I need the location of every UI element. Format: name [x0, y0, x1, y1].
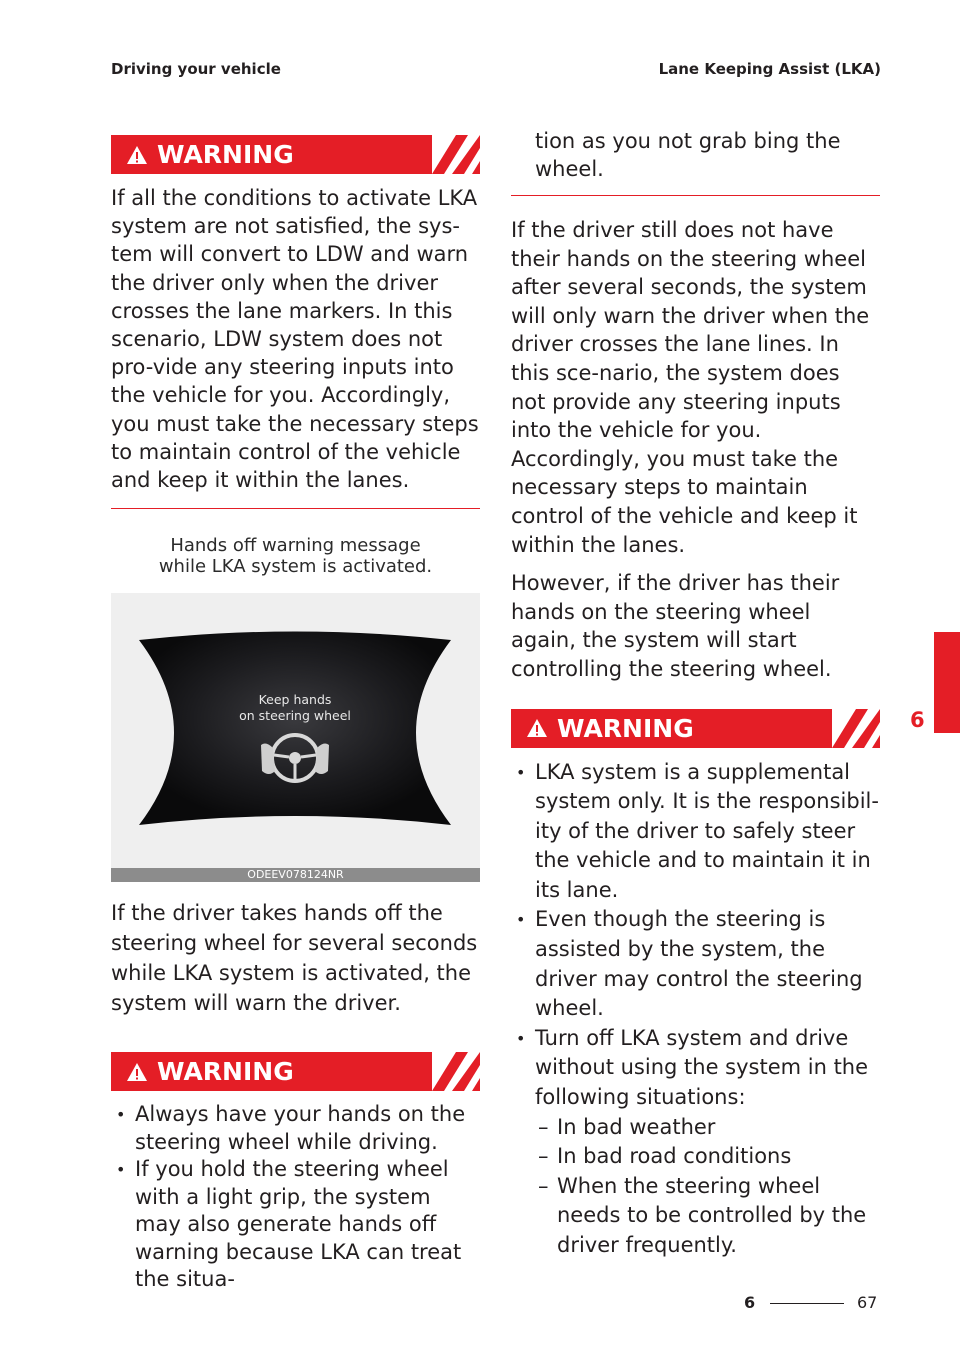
- warning-banner: [111, 135, 480, 174]
- warning-triangle-icon: [525, 717, 549, 739]
- warning-label: WARNING: [557, 713, 694, 743]
- warning-bullet-list: [511, 758, 880, 1261]
- situation-item: – When the steering wheel needs to be controlled by the driver frequently.: [535, 1172, 880, 1261]
- figure-caption: [111, 535, 480, 577]
- warning-bullet: • Even though the steering is assisted by the system, the driver may control the steering wheel.: [511, 905, 880, 1023]
- hands-on-paragraph: However, if the driver has their hands on the steering wheel again, the system will start controlling the steering wheel.: [511, 571, 840, 681]
- warning-slashes-icon: [432, 1052, 480, 1091]
- warning-slashes-icon: [832, 709, 880, 748]
- warning-text: If all the conditions to activate LKA system are not satisfied, the sys-tem will convert to LDW and warn the driver only when the driver crosses the lane markers. In this scenario, LDW system does not pro-vide any steering inputs into the vehicle for you. Accordingly, you must take the necessary steps to maintain control of the vehicle and keep it within the lanes.: [111, 186, 479, 493]
- footer-chapter: 6: [744, 1293, 756, 1312]
- warning-banner: [111, 1052, 480, 1091]
- right-column: [511, 128, 880, 1261]
- warning-bullet: • If you hold the steering wheel with a light grip, the system may also generate hands off warning because LKA can treat the situa-: [111, 1156, 480, 1294]
- situation-item: – In bad weather: [535, 1113, 880, 1143]
- cluster-display-illustration: [111, 593, 480, 882]
- hands-off-warn-paragraph: If the driver still does not have their hands on the steering wheel after several seconds, the system will only warn the driver when the driver crosses the lane lines. In this sce-nario, the system does not provide any steering inputs into the vehicle for you. Accordingly, you must take the necessary steps to maintain control of the vehicle and keep it within the lanes.: [511, 218, 870, 557]
- cluster-figure: [111, 593, 480, 882]
- warning-triangle-icon: [125, 144, 149, 166]
- warning-divider: [511, 195, 880, 196]
- left-column: [111, 135, 480, 1294]
- warning-bullet: • LKA system is a supplemental system only. It is the responsibil-ity of the driver to safely steer the vehicle and to maintain it in its lane.: [511, 758, 880, 906]
- screen-message-line: Keep hands: [258, 692, 332, 708]
- chapter-side-tab: [934, 632, 960, 733]
- page-number: 67: [857, 1293, 878, 1312]
- screen-message-line: on steering wheel: [239, 708, 351, 724]
- warning-slashes-icon: [432, 135, 480, 174]
- situation-sub-list: [535, 1113, 880, 1261]
- warning-bullet-list: [111, 1101, 480, 1294]
- hands-off-paragraph: If the driver takes hands off the steering wheel for several seconds while LKA system is activated, the system will warn the driver.: [111, 901, 478, 1016]
- running-header-topic: Lane Keeping Assist (LKA): [658, 60, 881, 78]
- running-header-section: Driving your vehicle: [111, 60, 281, 78]
- chapter-side-number: 6: [910, 708, 925, 732]
- warning-bullet: • Always have your hands on the steering wheel while driving.: [111, 1101, 480, 1156]
- warning-bullet-continuation: tion as you not grab bing the wheel.: [535, 129, 841, 181]
- warning-banner: [511, 709, 880, 748]
- figure-caption-line: while LKA system is activated.: [158, 556, 433, 578]
- situation-item: – In bad road conditions: [535, 1142, 880, 1172]
- warning-label: WARNING: [157, 140, 294, 169]
- figure-code: ODEEV078124NR: [111, 868, 480, 882]
- warning-label: WARNING: [157, 1057, 294, 1087]
- warning-bullet-text: Turn off LKA system and drive without using the system in the following situations:: [535, 1025, 869, 1110]
- footer-rule: [770, 1303, 844, 1304]
- warning-divider: [111, 508, 480, 509]
- figure-caption-line: Hands off warning message: [170, 535, 421, 557]
- warning-bullet: [511, 1024, 880, 1261]
- warning-triangle-icon: [125, 1061, 149, 1083]
